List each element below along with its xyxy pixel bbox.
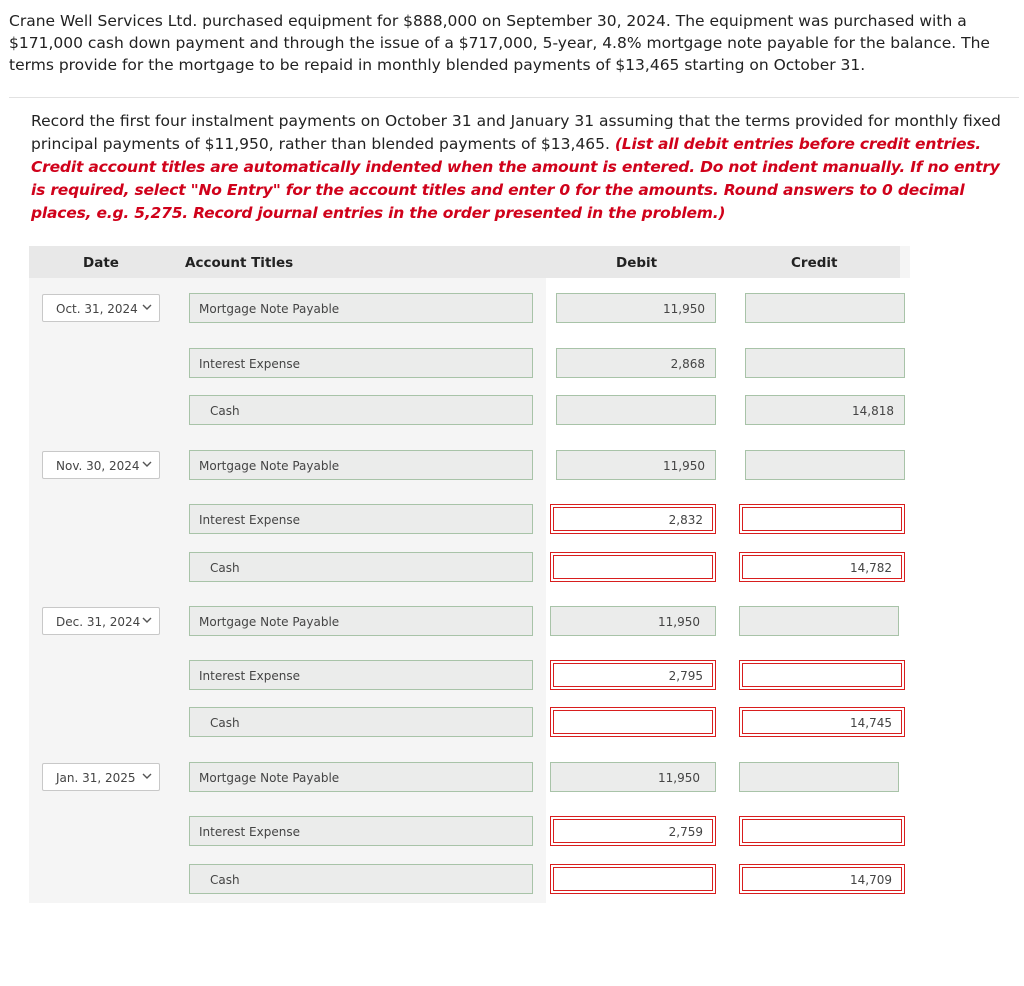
question-text <box>31 110 1016 225</box>
account-title-input[interactable]: Interest Expense <box>189 348 533 378</box>
debit-input[interactable]: 11,950 <box>556 293 716 323</box>
header-bar-right <box>548 246 900 278</box>
chevron-down-icon <box>142 772 152 780</box>
header-date: Date <box>83 255 119 271</box>
chevron-down-icon <box>142 303 152 311</box>
header-account-titles: Account Titles <box>185 255 294 271</box>
instruction-text: (List all debit entries before credit entries. Credit account titles are automatically indented when the amount is entered. Do not indent manually. If no entry is required, select "No Entry" for the account titles and enter 0 for the amounts. Round answers to 0 decimal places, e.g. 5,275. Record journal entries in the order presented in the problem.) <box>31 135 1000 222</box>
debit-input[interactable] <box>556 395 716 425</box>
account-title-input[interactable]: Cash <box>189 864 533 894</box>
credit-input-error[interactable] <box>739 660 905 690</box>
debit-input[interactable]: 11,950 <box>556 450 716 480</box>
credit-input[interactable] <box>745 293 905 323</box>
account-title-input[interactable]: Mortgage Note Payable <box>189 450 533 480</box>
debit-input[interactable]: 2,868 <box>556 348 716 378</box>
date-select-3[interactable] <box>42 607 160 635</box>
date-select-4[interactable] <box>42 763 160 791</box>
debit-input[interactable]: 11,950 <box>550 762 716 792</box>
header-debit: Debit <box>616 255 658 271</box>
debit-input-error[interactable] <box>550 864 716 894</box>
debit-input-error[interactable]: 2,832 <box>550 504 716 534</box>
debit-input-error[interactable] <box>550 707 716 737</box>
divider <box>9 97 1019 98</box>
debit-input-error[interactable]: 2,759 <box>550 816 716 846</box>
credit-input-error[interactable] <box>739 504 905 534</box>
account-title-input[interactable]: Interest Expense <box>189 504 533 534</box>
date-value: Jan. 31, 2025 <box>56 771 136 785</box>
credit-input[interactable] <box>739 762 899 792</box>
question-prompt: Record the first four instalment payments on October 31 and January 31 assuming that the terms provided for monthly fixed principal payments of $11,950, rather than blended payments of $13,465. <box>31 112 1001 153</box>
account-title-input[interactable]: Mortgage Note Payable <box>189 293 533 323</box>
account-title-input[interactable]: Mortgage Note Payable <box>189 606 533 636</box>
debit-input-error[interactable]: 2,795 <box>550 660 716 690</box>
date-value: Oct. 31, 2024 <box>56 302 138 316</box>
header-credit: Credit <box>791 255 838 271</box>
credit-input[interactable] <box>739 606 899 636</box>
problem-intro: Crane Well Services Ltd. purchased equipment for $888,000 on September 30, 2024. The equipment was purchased with a $171,000 cash down payment and through the issue of a $717,000, 5-year, 4.8% mortgage note payable for the balance. The terms provide for the mortgage to be repaid in monthly blended payments of $13,465 starting on October 31. <box>9 12 990 74</box>
account-title-input[interactable]: Interest Expense <box>189 816 533 846</box>
account-title-input[interactable]: Mortgage Note Payable <box>189 762 533 792</box>
account-title-input[interactable]: Interest Expense <box>189 660 533 690</box>
account-title-input[interactable]: Cash <box>189 395 533 425</box>
date-select-1[interactable] <box>42 294 160 322</box>
credit-input[interactable] <box>745 450 905 480</box>
credit-input[interactable]: 14,818 <box>745 395 905 425</box>
debit-input[interactable]: 11,950 <box>550 606 716 636</box>
credit-input-error[interactable]: 14,709 <box>739 864 905 894</box>
credit-input[interactable] <box>745 348 905 378</box>
account-title-input[interactable]: Cash <box>189 552 533 582</box>
credit-input-error[interactable]: 14,745 <box>739 707 905 737</box>
chevron-down-icon <box>142 616 152 624</box>
debit-input-error[interactable] <box>550 552 716 582</box>
chevron-down-icon <box>142 460 152 468</box>
date-select-2[interactable] <box>42 451 160 479</box>
credit-input-error[interactable]: 14,782 <box>739 552 905 582</box>
credit-input-error[interactable] <box>739 816 905 846</box>
account-title-input[interactable]: Cash <box>189 707 533 737</box>
date-value: Dec. 31, 2024 <box>56 615 141 629</box>
date-value: Nov. 30, 2024 <box>56 459 140 473</box>
